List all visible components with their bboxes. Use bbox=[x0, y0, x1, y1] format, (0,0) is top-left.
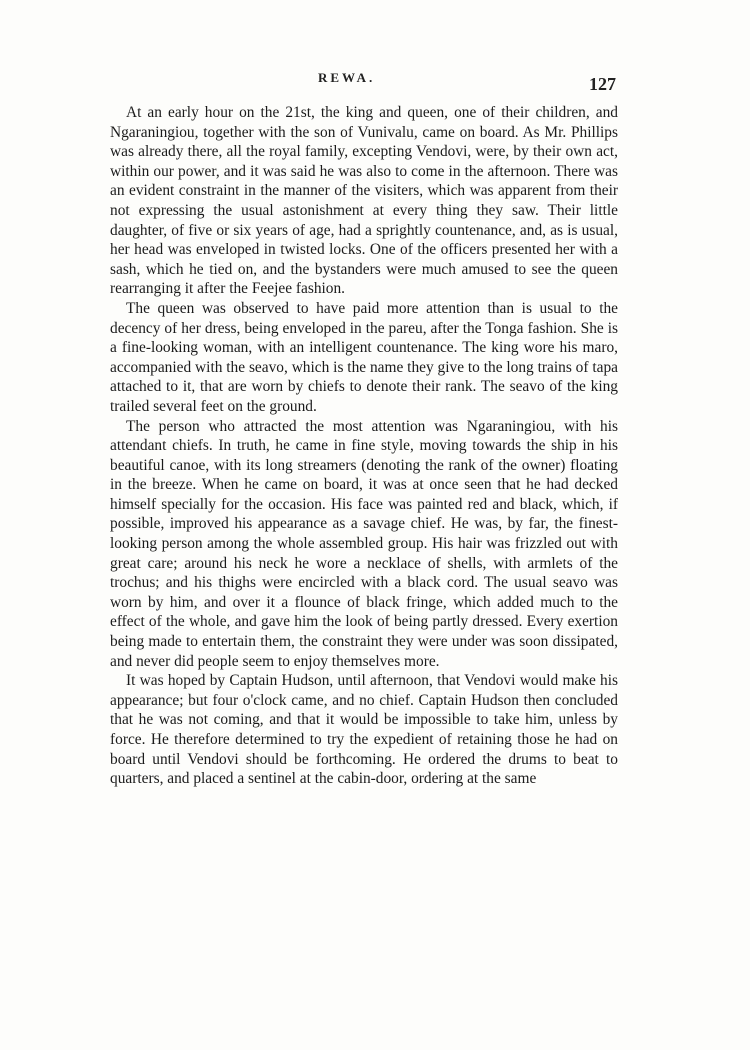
running-title: REWA. bbox=[318, 70, 376, 85]
paragraph-1: At an early hour on the 21st, the king and queen, one of their children, and Ngaraningiou, together with the son of Vunivalu, came on board. As Mr. Phillips was already there, all the royal family, excepting Vendovi, were, by their own act, within our power, and it was said he was also to come in the afternoon. There was an evident constraint in the manner of the visiters, which was apparent from their not expressing the usual astonishment at every thing they saw. Their little daughter, of five or six years of age, had a sprightly countenance, and, as is usual, her head was enveloped in twisted locks. One of the officers presented her with a sash, which he tied on, and the bystanders were much amused to see the queen rearranging it after the Feejee fashion. bbox=[110, 104, 618, 298]
page-number: 127 bbox=[589, 74, 616, 94]
paragraph-2: The queen was observed to have paid more attention than is usual to the decency of her dress, being enveloped in the pareu, after the Tonga fashion. She is a fine-looking woman, with an intelligent countenance. The king wore his maro, accompanied with the seavo, which is the name they give to the long trains of tapa attached to it, that are worn by chiefs to denote their rank. The seavo of the king trailed several feet on the ground. bbox=[110, 299, 618, 415]
body-text bbox=[110, 103, 618, 789]
paragraph-3: The person who attracted the most attention was Ngaraningiou, with his attendant chiefs. In truth, he came in fine style, moving towards the ship in his beautiful canoe, with its long streamers (denoting the rank of the owner) floating in the breeze. When he came on board, it was at once seen that he had decked himself specially for the occasion. His face was painted red and black, which, if possible, improved his appearance as a savage chief. He was, by far, the finest-looking person among the whole assembled group. His hair was frizzled out with great care; around his neck he wore a necklace of shells, with armlets of the trochus; and his thighs were encircled with a black cord. The usual seavo was worn by him, and over it a flounce of black fringe, which added much to the effect of the whole, and gave him the look of being partly dressed. Every exertion being made to entertain them, the constraint they were under was soon dissipated, and never did people seem to enjoy themselves more. bbox=[110, 417, 618, 670]
running-head bbox=[0, 70, 750, 94]
paragraph-4: It was hoped by Captain Hudson, until afternoon, that Vendovi would make his appearance; but four o'clock came, and no chief. Captain Hudson then concluded that he was not coming, and that it would be impossible to take him, unless by force. He therefore determined to try the expedient of retaining those he had on board until Vendovi should be forthcoming. He ordered the drums to beat to quarters, and placed a sentinel at the cabin-door, ordering at the same bbox=[110, 672, 618, 788]
